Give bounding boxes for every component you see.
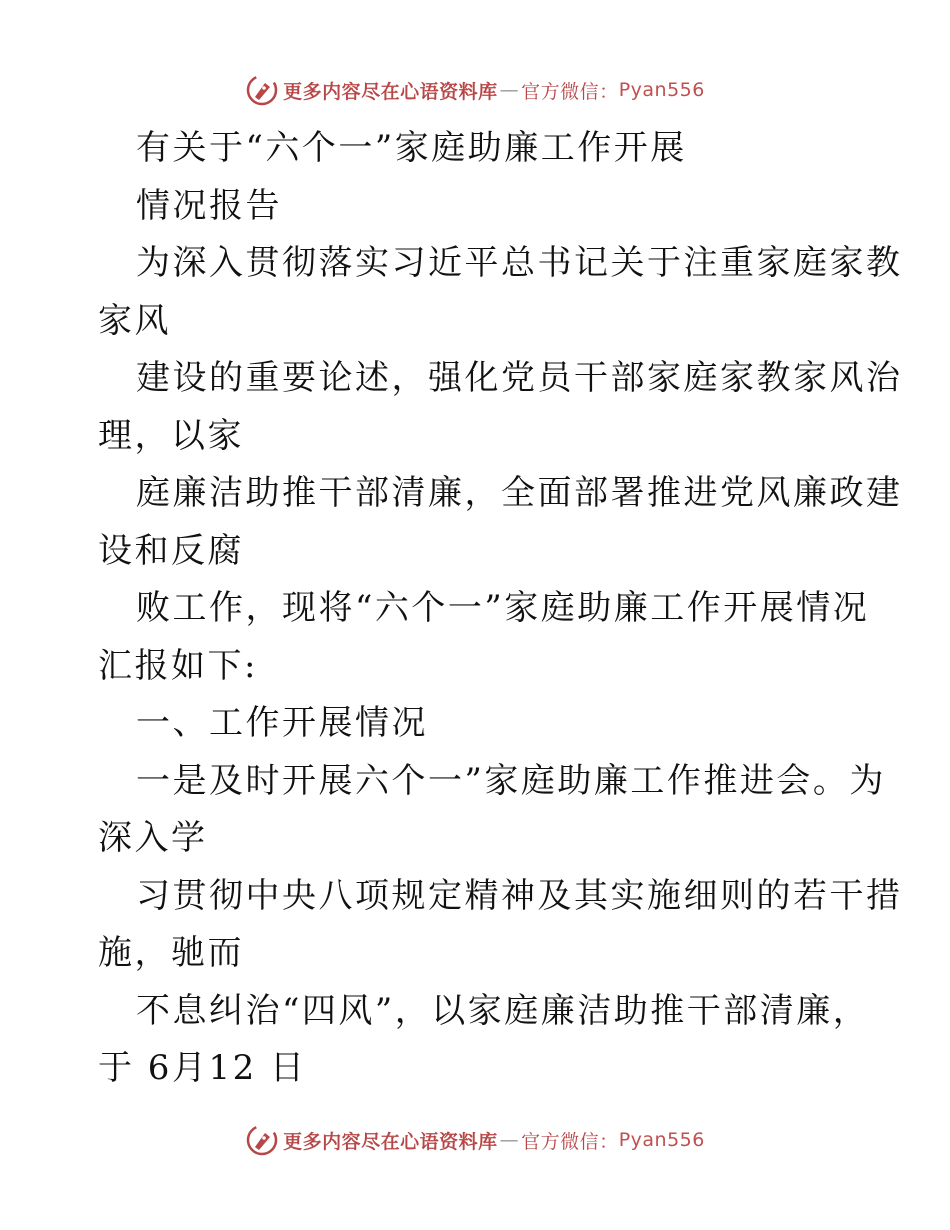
header-watermark bbox=[0, 70, 950, 110]
watermark-text: 更多内容尽在心语资料库 bbox=[283, 80, 498, 103]
document-line: 深入学 bbox=[98, 818, 208, 858]
document-line: 不息纠治“四风”，以家庭廉洁助推干部清廉， bbox=[136, 990, 870, 1031]
watermark-text: 更多内容尽在心语资料库 bbox=[283, 1130, 498, 1153]
document-line: 情况报告 bbox=[136, 185, 282, 226]
document-line: 有关于“六个一”家庭助廉工作开展 bbox=[136, 128, 687, 168]
document-line: 一、工作开展情况 bbox=[136, 703, 428, 743]
footer-watermark bbox=[0, 1120, 950, 1160]
pen-nib-logo-icon bbox=[245, 73, 279, 107]
document-line: 为深入贯彻落实习近平总书记关于注重家庭家教 bbox=[136, 243, 903, 283]
document-line: 于 6月12 日 bbox=[98, 1048, 307, 1088]
document-body bbox=[98, 120, 903, 1098]
watermark-dash: — bbox=[499, 1129, 520, 1151]
document-line: 施，驰而 bbox=[98, 933, 244, 973]
document-line: 建设的重要论述，强化党员干部家庭家教家风治 bbox=[136, 358, 903, 398]
watermark-dash: — bbox=[499, 79, 520, 101]
document-line: 一是及时开展六个一”家庭助廉工作推进会。为 bbox=[136, 760, 886, 801]
document-line: 庭廉洁助推干部清廉，全面部署推进党风廉政建 bbox=[136, 473, 903, 513]
watermark-tail: 官方微信： bbox=[521, 80, 619, 103]
document-line: 设和反腐 bbox=[98, 530, 244, 571]
document-line: 汇报如下: bbox=[98, 645, 258, 686]
document-line: 习贯彻中央八项规定精神及其实施细则的若干措 bbox=[136, 875, 903, 916]
document-line: 理，以家 bbox=[98, 415, 244, 456]
watermark-id: Pyan556 bbox=[618, 79, 705, 101]
watermark-id: Pyan556 bbox=[618, 1129, 705, 1151]
watermark-tail: 官方微信： bbox=[521, 1130, 619, 1153]
document-line: 家风 bbox=[98, 300, 171, 341]
pen-nib-logo-icon bbox=[245, 1123, 279, 1157]
document-line: 败工作，现将“六个一”家庭助廉工作开展情况 bbox=[136, 588, 870, 628]
